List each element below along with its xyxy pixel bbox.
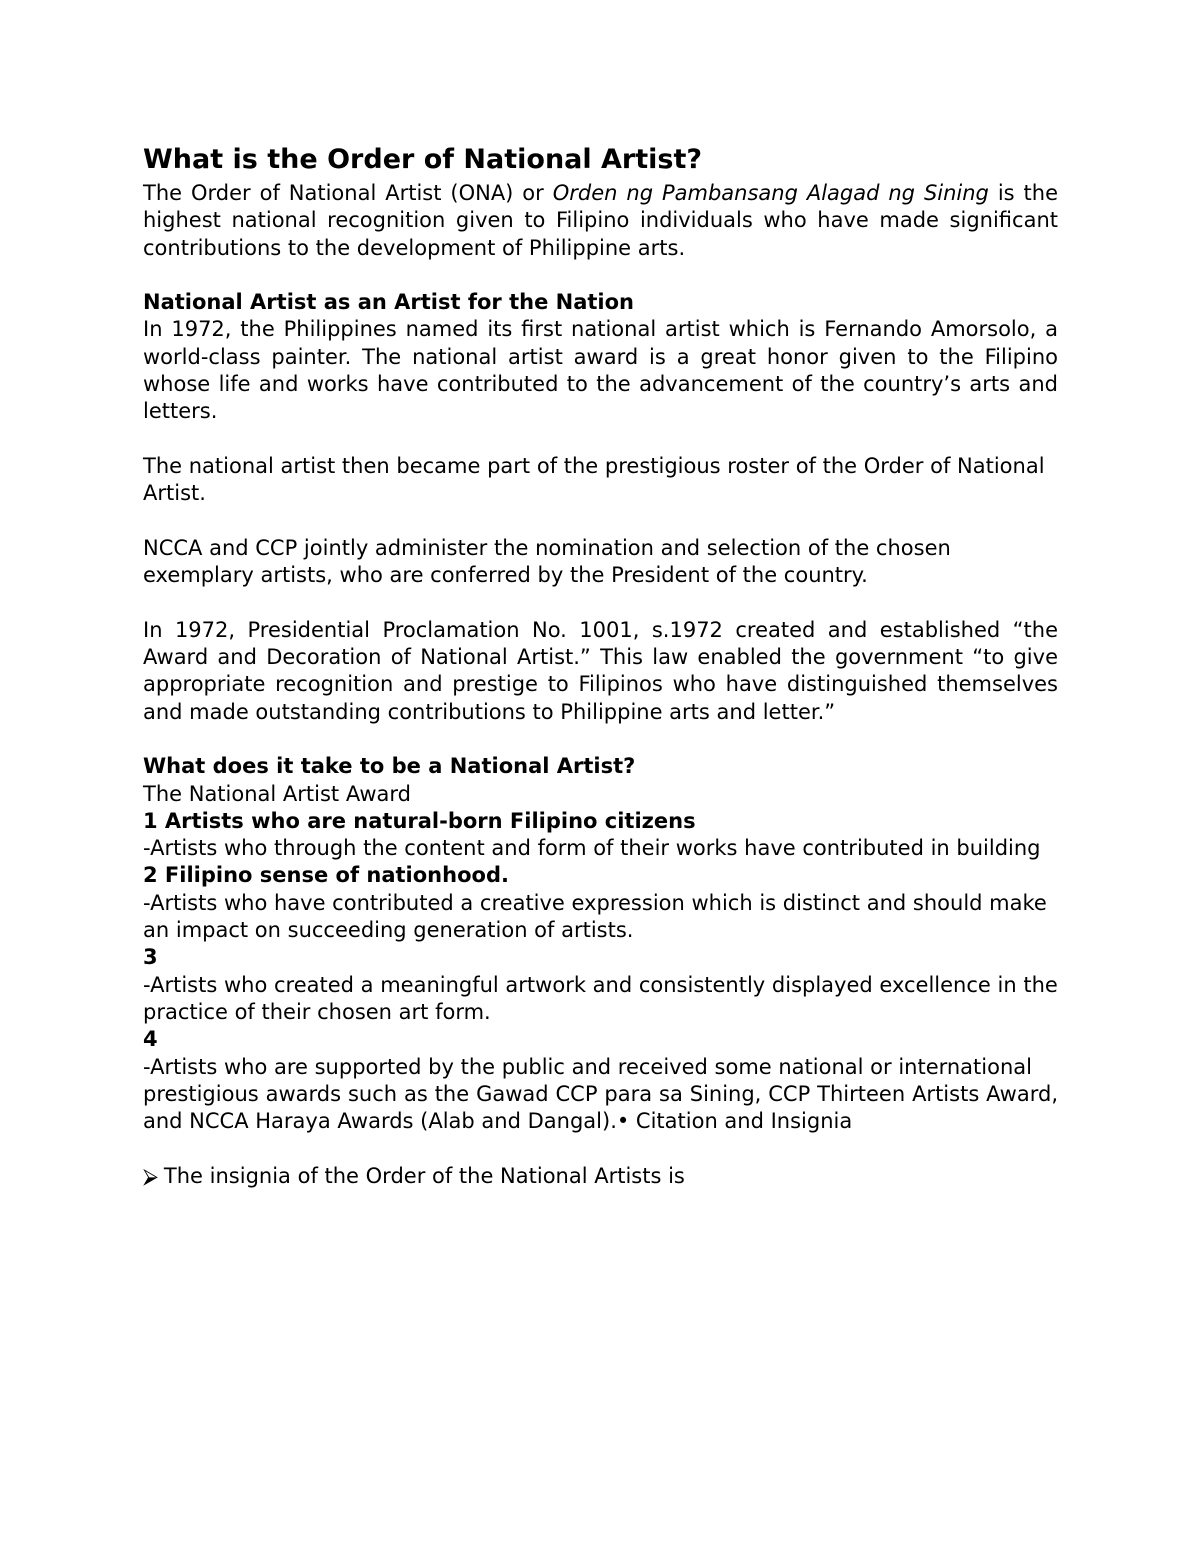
item-4-text-2: prestigious awards such as the Gawad CCP para sa Sining, CCP Thirteen Artists Award, and NCCA Haraya Awards (Alab and Dangal).• Citation and Insignia — [143, 1081, 1058, 1134]
item-4-heading: 4 — [143, 1027, 158, 1052]
paragraph-proclamation: In 1972, Presidential Proclamation No. 1001, s.1972 created and established “the Award and Decoration of National Artist.” This law enabled the government “to give appropriate recognition and prestige to Filipinos who have distinguished themselves and made outstanding contributions to Philippine arts and letter.” — [143, 617, 1058, 724]
subheading-award: The National Artist Award — [143, 781, 411, 806]
insignia-text: The insignia of the Order of the National Artists is — [163, 1163, 685, 1188]
item-3-heading: 3 — [143, 945, 158, 970]
spacer — [143, 726, 1058, 753]
item-4-text-1: -Artists who are supported by the public and received some national or international — [143, 1054, 1032, 1079]
item-2-text-2: an impact on succeeding generation of artists. — [143, 918, 634, 943]
paragraph-first-artist: In 1972, the Philippines named its first national artist which is Fernando Amorsolo, a world-class painter. The national artist award is a great honor given to the Filipino whose life and works have contributed to the advancement of the country’s arts and letters. — [143, 317, 1058, 424]
item-1-text: -Artists who through the content and form of their works have contributed in building — [143, 836, 1041, 861]
item-2-heading: 2 Filipino sense of nationhood. — [143, 863, 509, 888]
document-page — [143, 140, 1058, 1190]
intro-text-1: The Order of National Artist (ONA) or — [143, 181, 553, 205]
spacer — [143, 1135, 1058, 1162]
spacer — [143, 262, 1058, 289]
item-3-text-2: practice of their chosen art form. — [143, 999, 491, 1024]
paragraph-ncca-ccp: NCCA and CCP jointly administer the nomination and selection of the chosen exemplary artists, who are conferred by the President of the country. — [143, 535, 951, 588]
paragraph-roster: The national artist then became part of the prestigious roster of the Order of National Artist. — [143, 453, 1045, 506]
section-heading-nation: National Artist as an Artist for the Nation — [143, 290, 634, 315]
item-1-heading: 1 Artists who are natural-born Filipino citizens — [143, 808, 696, 833]
intro-text-2: is the highest national recognition given to Filipino individuals who have made significant contributions to the development of Philippine arts. — [143, 181, 1058, 260]
spacer — [143, 508, 1058, 535]
intro-italic-term: Orden ng Pambansang Alagad ng Sining — [552, 181, 989, 205]
intro-paragraph — [143, 180, 1058, 262]
section-heading-requirements: What does it take to be a National Artist? — [143, 754, 636, 779]
spacer — [143, 589, 1058, 616]
spacer — [143, 426, 1058, 453]
arrow-bullet-icon: ⮚ — [143, 1163, 158, 1188]
insignia-line — [143, 1163, 1058, 1190]
item-2-text-1: -Artists who have contributed a creative expression which is distinct and should make — [143, 890, 1047, 915]
page-title: What is the Order of National Artist? — [143, 144, 703, 175]
item-3-text-1: -Artists who created a meaningful artwork and consistently displayed excellence in the — [143, 972, 1058, 997]
